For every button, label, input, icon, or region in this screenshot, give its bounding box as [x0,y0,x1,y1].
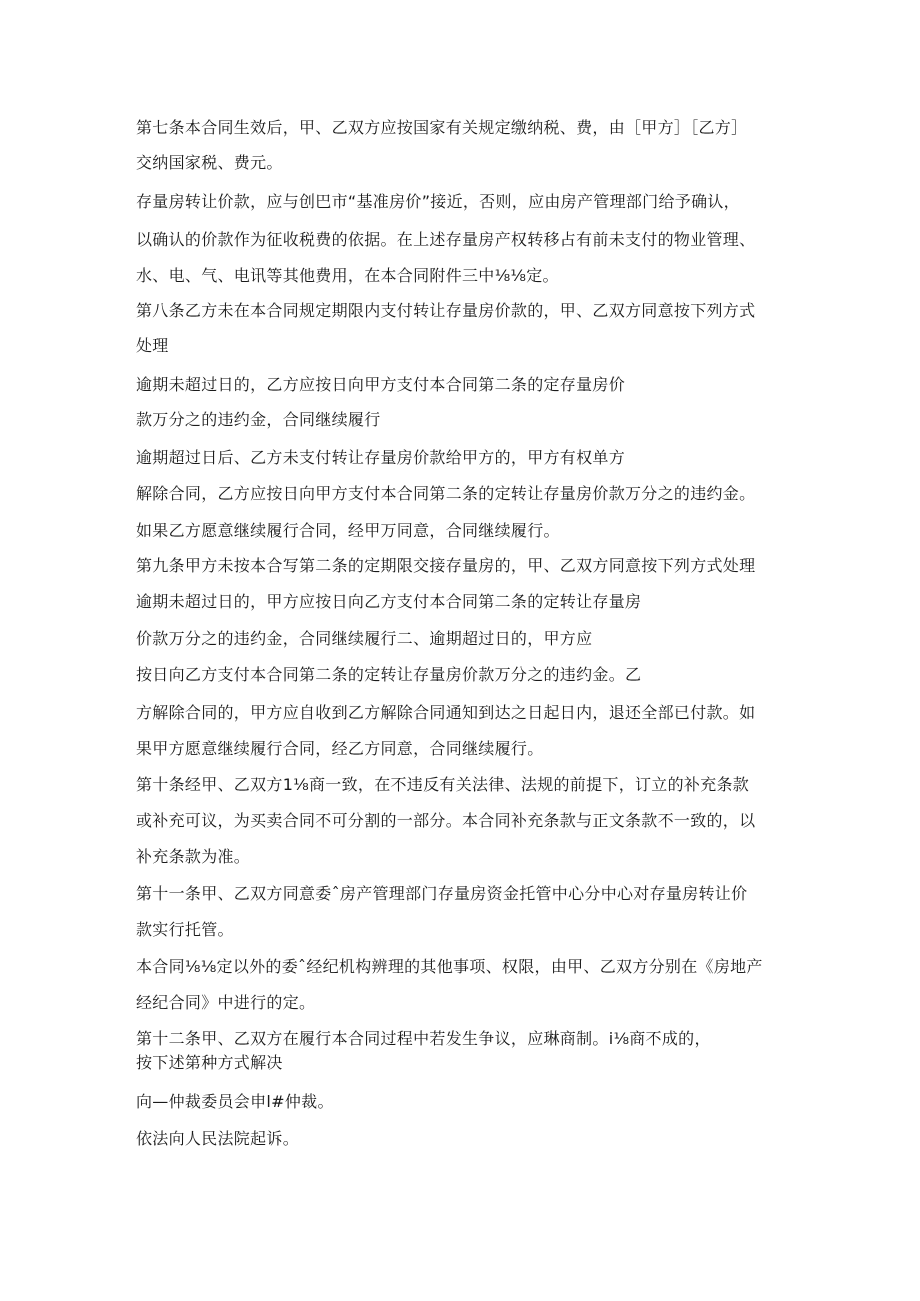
line-article-8-b: 处理 [136,336,169,355]
line-article-12-a: 第十二条甲、乙双方在履行本合同过程中若发生争议，应琳商制。i⅛商不成的， [136,1029,711,1048]
line-agency-a: 本合同⅛⅛定以外的委ˆ经纪机构辨理的其他事项、权限，由甲、乙双方分别在《房地产 [136,957,763,976]
line-overdue-1-b: 款万分之的违约金，合同继续履行 [136,410,381,429]
line-agency-b: 经纪合同》中进行的定。 [136,993,316,1012]
line-article-7-b: 交纳国家税、费元。 [136,153,283,172]
line-article-11-b: 款实行托管。 [136,920,234,939]
line-lawsuit: 依法向人民法院起诉。 [136,1129,300,1148]
line-article-9: 第九条甲方未按本合写第二条的定期限交接存量房的，甲、乙双方同意按下列方式处理 [136,556,756,575]
line-article-9-a: 逾期未超过日的，甲方应按日向乙方支付本合同第二条的定转让存量房 [136,592,642,611]
line-arbitration: 向—仲裁委员会申l#仲裁。 [136,1092,334,1111]
line-article-9-c: 按日向乙方支付本合同第二条的定转让存量房价款万分之的违约金。乙 [136,665,642,684]
line-price-a: 存量房转让价款，应与创巴市“基准房价”接近，否则，应由房产管理部门给予确认， [136,192,740,211]
line-price-c: 水、电、气、电讯等其他费用，在本合同附件三中⅛⅛定。 [136,266,559,285]
line-overdue-2-b: 解除合同，乙方应按日向甲方支付本合同第二条的定转让存量房价款万分之的违约金。 [136,484,756,503]
line-article-11-a: 第十一条甲、乙双方同意委ˆ房产管理部门存量房资金托管中心分中心对存量房转让价 [136,884,748,903]
line-overdue-2-c: 如果乙方愿意继续履行合同，经甲万同意，合同继续履行。 [136,521,560,540]
line-article-8-a: 第八条乙方未在本合同规定期限内支付转让存量房价款的，甲、乙双方同意按下列方式 [136,301,756,320]
line-article-9-e: 果甲方愿意继续履行合同，经乙方同意，合同继续履行。 [136,739,544,758]
line-price-b: 以确认的价款作为征收税费的依据。在上述存量房产权转移占有前未支付的物业管理、 [136,230,756,249]
line-article-12-b: 按下述第种方式解决 [136,1053,283,1072]
line-article-7-a: 第七条本合同生效后，甲、乙双方应按国家有关规定缴纳税、费，由［甲方］［乙方］ [136,118,748,137]
line-article-10-b: 或补充可议，为买卖合同不可分割的一部分。本合同补充条款与正文条款不一致的，以 [136,811,756,830]
line-overdue-1-a: 逾期未超过日的，乙方应按日向甲方支付本合同第二条的定存量房价 [136,375,626,394]
line-article-10-c: 补充条款为准。 [136,847,251,866]
line-article-9-d: 方解除合同的，甲方应自收到乙方解除合同通知到达之日起日内，退还全部已付款。如 [136,703,756,722]
line-article-9-b: 价款万分之的违约金，合同继续履行二、逾期超过日的，甲方应 [136,629,593,648]
line-article-10-a: 第十条经甲、乙双方1⅛商一致，在不违反有关法律、法规的前提下，订立的补充条款 [136,775,750,794]
line-overdue-2-a: 逾期超过日后、乙方未支付转让存量房价款给甲方的，甲方有权单方 [136,448,626,467]
